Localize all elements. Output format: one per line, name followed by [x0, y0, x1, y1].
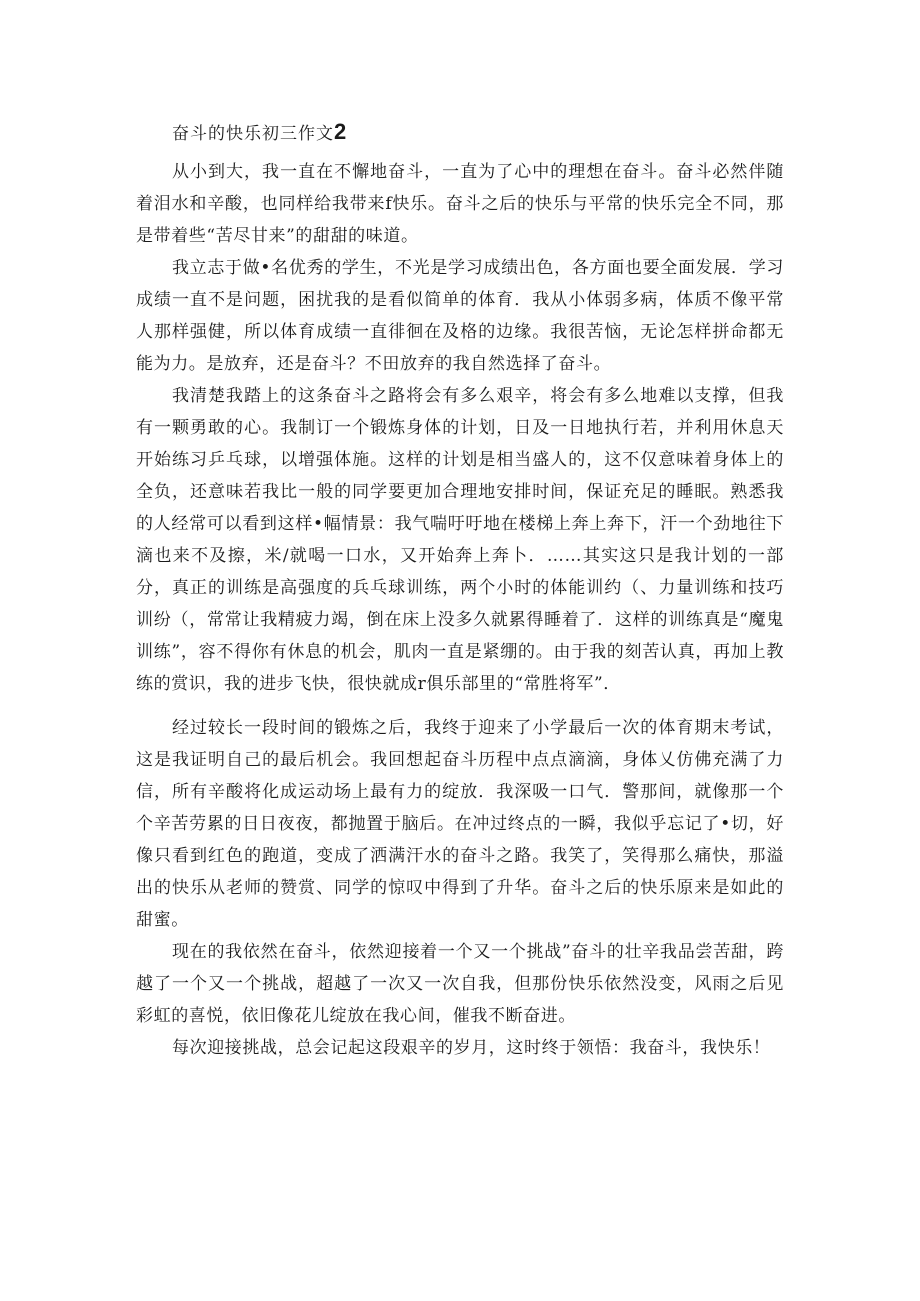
paragraph-5: 现在的我依然在奋斗，依然迎接着一个又一个挑战”奋斗的壮辛我品尝苦甜，跨越了一个又一个挑战，超越了一次又一次自我，但那份快乐依然没变，风雨之后见彩虹的喜悦，依旧像花儿绽放在我心间，催我不断奋进。 [136, 942, 784, 1026]
paragraph-2: 我立志于做•名优秀的学生，不光是学习成绩出色，各方面也要全面发展．学习成绩一直不是问题，困扰我的是看似简单的体育．我从小体弱多病，体质不像平常人那样强健，所以体育成绩一直徘徊在及格的边缘。我很苦恼，无论怎样拼命都无能为力。是放弃，还是奋斗？不田放弃的我自然选择了奋斗。 [136, 258, 784, 374]
essay-title [172, 110, 784, 156]
essay-title-number: 2 [334, 119, 348, 144]
essay-body [136, 110, 784, 1064]
paragraph-6: 每次迎接挑战，总会记起这段艰辛的岁月，这时终于领悟：我奋斗，我快乐！ [172, 1038, 771, 1058]
paragraph-3: 我清楚我踏上的这条奋斗之路将会有多么艰辛，将会有多么地难以支撑，但我有一颗勇敢的心。我制订一个锻炼身体的计划，日及一日地执行若，并利用休息天开始练习乒乓球，以增强体施。这样的计划是相当盛人的，这不仅意味着身体上的全负，还意味若我比一般的同学要更加合理地安排时间，保证充足的睡眠。熟悉我的人经常可以看到这样•幅情景：我气喘吁吁地在楼梯上奔上奔下，汗一个劲地往下滴也来不及擦，米/就喝一口水，又开始奔上奔卜．……其实这只是我计划的一部分，真正的训练是高强度的兵乓球训练，两个小时的体能训约（、力量训练和技巧训纷（，常常让我精疲力竭，倒在床上没多久就累得睡着了．这样的训练真是“魔鬼训练”，容不得你有休息的机会，肌肉一直是紧绷的。由于我的刻苦认真，再加上教练的赏识，我的进步飞快，很快就成r俱乐部里的“常胜将军”． [136, 386, 784, 694]
paragraph-1: 从小到大，我一直在不懈地奋斗，一直为了心中的理想在奋斗。奋斗必然伴随着泪水和辛酸，也同样给我带来f快乐。奋斗之后的快乐与平常的快乐完全不同，那是带着些“苦尽甘来”的甜甜的味道。 [136, 162, 784, 246]
paragraph-4: 经过较长一段时间的锻炼之后，我终于迎来了小学最后一次的体育期末考试，这是我证明自己的最后机会。我回想起奋斗历程中点点滴滴，身体乂仿佛充满了力信，所有辛酸将化成运动场上最有力的绽放．我深吸一口气．警那间，就像那一个个辛苦劳累的日日夜夜，都抛置于脑后。在冲过终点的一瞬，我似乎忘记了•切，好像只看到红色的跑道，变成了洒满汗水的奋斗之路。我笑了，笑得那么痛快，那溢出的快乐从老师的赞赏、同学的惊叹中得到了升华。奋斗之后的快乐原来是如此的甜蜜。 [136, 718, 784, 930]
essay-title-text: 奋斗的快乐初三作文 [172, 124, 334, 144]
